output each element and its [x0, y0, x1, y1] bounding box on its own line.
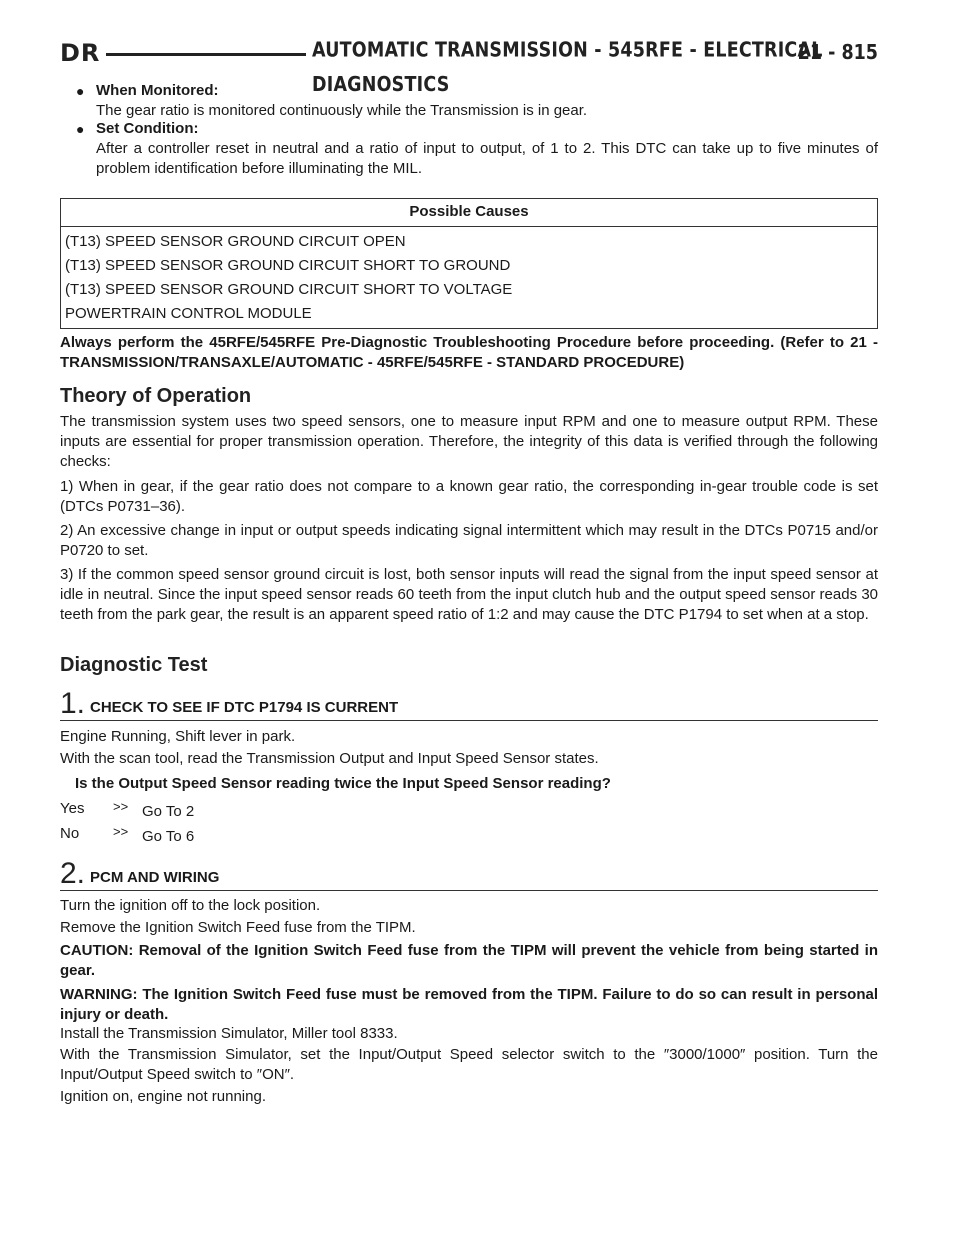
warning-text: WARNING: The Ignition Switch Feed fuse must be removed from the TIPM. Failure to do so can result in personal injury or death.: [60, 986, 878, 1023]
step-1-question: Is the Output Speed Sensor reading twice the Input Speed Sensor reading?: [75, 775, 611, 792]
bullet-label: When Monitored:: [96, 82, 219, 99]
answer-label: Yes: [60, 800, 85, 817]
bullet-dot-icon: ●: [76, 83, 85, 99]
theory-paragraph: 3) If the common speed sensor ground circuit is lost, both sensor inputs will read the signal from the input speed sensor at idle in neutral. Since the input speed sensor reads 60 teeth from the input clutch hub and the output speed sensor reads 30 teeth from the park gear, the result is an apparent speed ratio of 1:2 and may cause the DTC P1794 to set when at a stop.: [60, 566, 878, 623]
cause-item: POWERTRAIN CONTROL MODULE: [65, 305, 312, 322]
arrow-icon: >>: [113, 799, 129, 814]
step-2-header: [60, 857, 878, 891]
step-1-line: With the scan tool, read the Transmission Output and Input Speed Sensor states.: [60, 750, 599, 767]
step-2-line: Install the Transmission Simulator, Miller tool 8333.: [60, 1025, 398, 1042]
goto-link[interactable]: Go To 6: [142, 828, 195, 845]
possible-causes-heading: Possible Causes: [61, 199, 877, 227]
section-title: AUTOMATIC TRANSMISSION - 545RFE - ELECTRICAL DIAGNOSTICS: [312, 39, 823, 97]
answer-yes: [60, 799, 360, 823]
bullet-label: Set Condition:: [96, 120, 199, 137]
step-1-header: [60, 687, 878, 721]
theory-paragraph: 1) When in gear, if the gear ratio does not compare to a known gear ratio, the corresponding in-gear trouble code is set (DTCs P0731–36).: [60, 478, 878, 515]
arrow-icon: >>: [113, 824, 129, 839]
theory-heading: Theory of Operation: [60, 385, 252, 407]
cause-item: (T13) SPEED SENSOR GROUND CIRCUIT SHORT TO GROUND: [65, 257, 511, 274]
step-2-line: Remove the Ignition Switch Feed fuse from the TIPM.: [60, 919, 416, 936]
theory-paragraph: 2) An excessive change in input or output speeds indicating signal intermittent which may result in the DTCs P0715 and/or P0720 to set.: [60, 522, 878, 559]
bullet-dot-icon: ●: [76, 121, 85, 137]
step-2-line: With the Transmission Simulator, set the Input/Output Speed selector switch to the ″3000/1000″ position. Turn the Input/Output Speed switch to ″ON″.: [60, 1046, 878, 1083]
page-number: 21 - 815: [797, 41, 878, 65]
step-number: 1.: [60, 687, 86, 720]
cause-item: (T13) SPEED SENSOR GROUND CIRCUIT OPEN: [65, 233, 406, 250]
model-code: DR: [60, 39, 101, 67]
possible-causes-table: [60, 198, 878, 329]
answer-no: [60, 824, 360, 848]
cause-item: (T13) SPEED SENSOR GROUND CIRCUIT SHORT TO VOLTAGE: [65, 281, 513, 298]
caution-text: CAUTION: Removal of the Ignition Switch Feed fuse from the TIPM will prevent the vehicle from being started in gear.: [60, 942, 878, 979]
header-rule: [106, 53, 306, 56]
bullet-text: The gear ratio is monitored continuously while the Transmission is in gear.: [96, 102, 588, 119]
goto-link[interactable]: Go To 2: [142, 803, 195, 820]
bullet-when-monitored: [76, 81, 878, 121]
step-title: CHECK TO SEE IF DTC P1794 IS CURRENT: [90, 699, 399, 716]
answer-label: No: [60, 825, 80, 842]
pre-diagnostic-note: Always perform the 45RFE/545RFE Pre-Diagnostic Troubleshooting Procedure before proceeding. (Refer to 21 - TRANSMISSION/TRANSAXLE/AUTOMATIC - 45RFE/545RFE - STANDARD PROCEDURE): [60, 334, 878, 371]
bullet-set-condition: [76, 119, 878, 179]
theory-paragraph: The transmission system uses two speed sensors, one to measure input RPM and one to measure output RPM. These inputs are essential for proper transmission operation. Therefore, the integrity of this data is verified through the following checks:: [60, 413, 878, 470]
step-2-line: Ignition on, engine not running.: [60, 1088, 266, 1105]
step-number: 2.: [60, 857, 86, 890]
step-title: PCM AND WIRING: [90, 869, 220, 886]
diagnostic-heading: Diagnostic Test: [60, 654, 208, 676]
bullet-text: After a controller reset in neutral and a ratio of input to output, of 1 to 2. This DTC can take up to five minutes of problem identification before illuminating the MIL.: [96, 140, 878, 177]
step-1-line: Engine Running, Shift lever in park.: [60, 728, 296, 745]
step-2-line: Turn the ignition off to the lock position.: [60, 897, 321, 914]
